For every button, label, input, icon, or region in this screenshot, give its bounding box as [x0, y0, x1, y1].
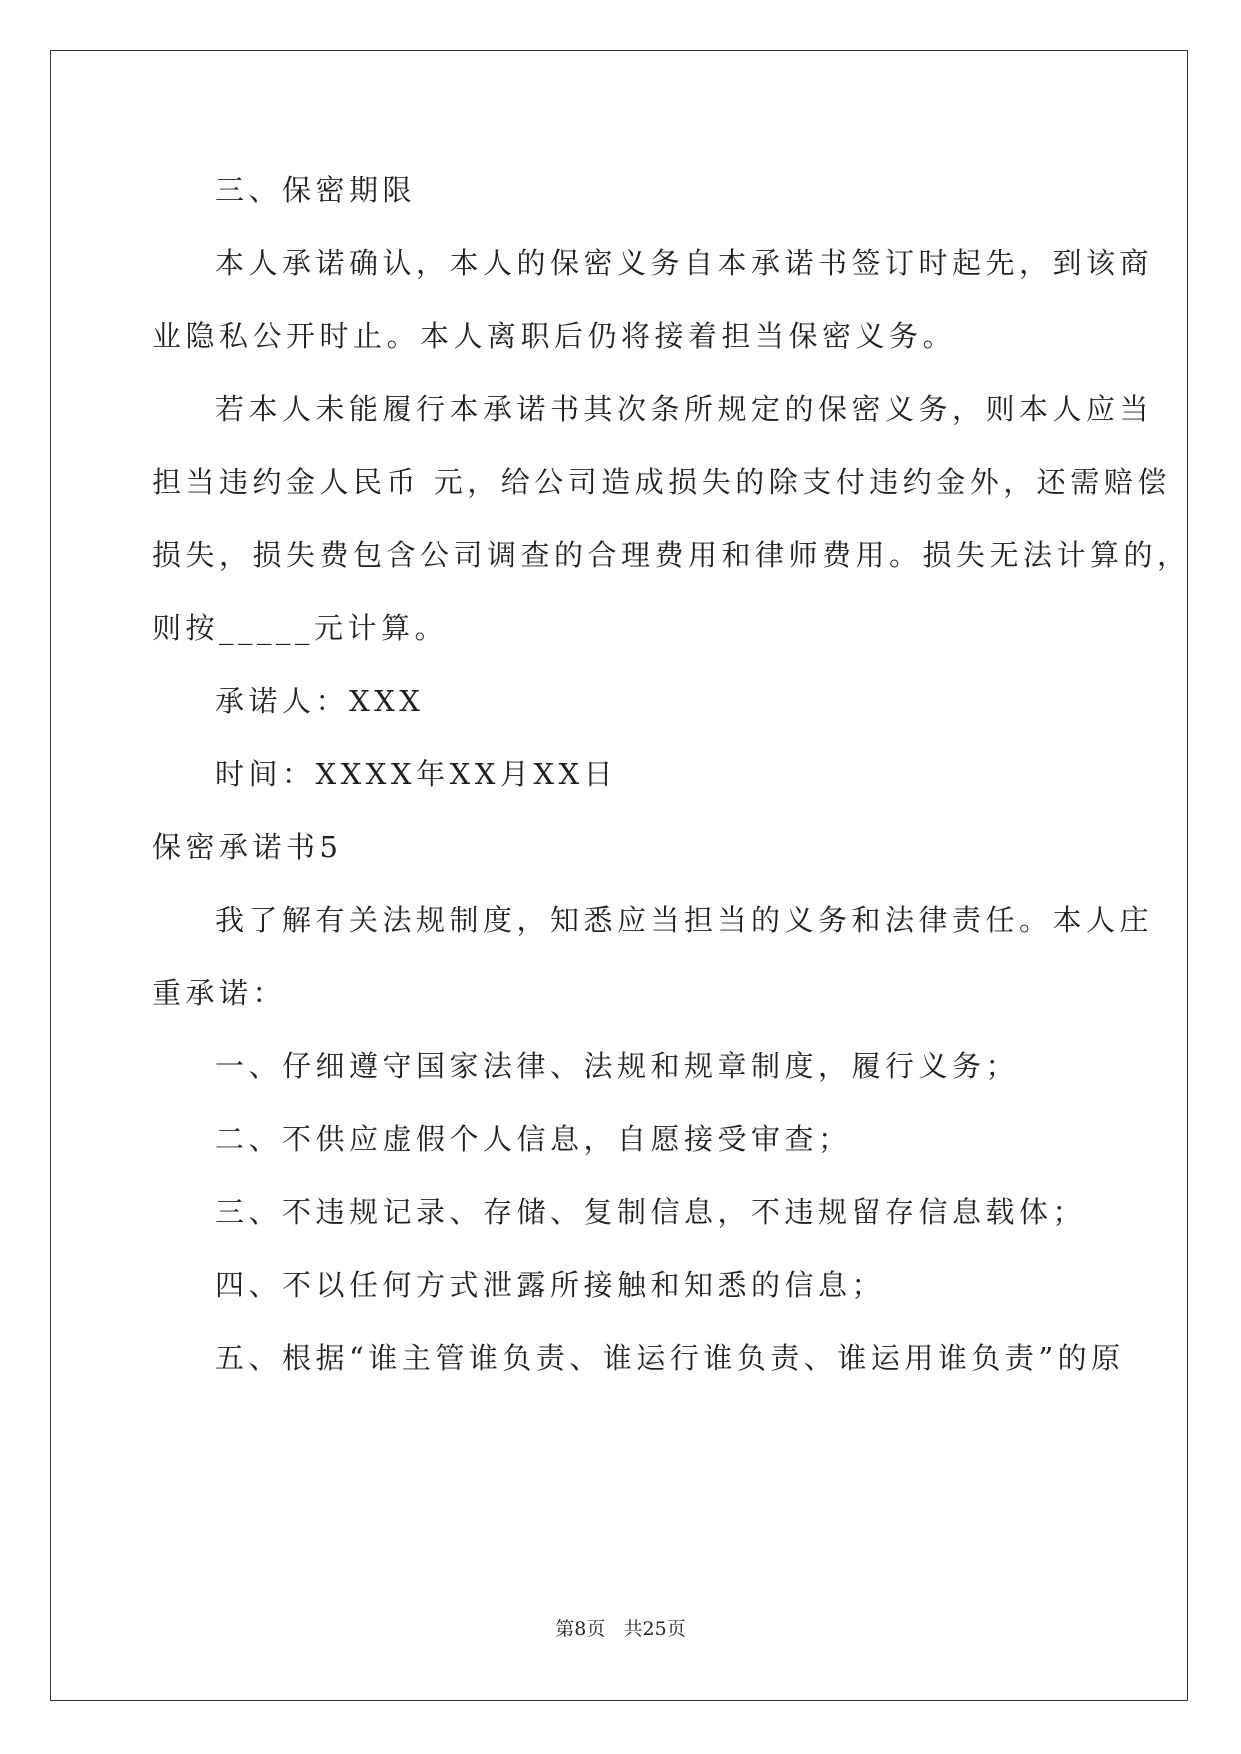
date-line: 时间：XXXX年XX月XX日 [215, 757, 618, 791]
page-footer [0, 1617, 1241, 1641]
list-item: 五、根据“谁主管谁负责、谁运行谁负责、谁运用谁负责”的原 [215, 1341, 1125, 1375]
list-item: 一、仔细遵守国家法律、法规和规章制度，履行义务； [215, 1049, 1020, 1083]
list-item: 三、不违规记录、存储、复制信息，不违规留存信息载体； [215, 1195, 1087, 1229]
paragraph-line: 重承诺： [152, 976, 287, 1010]
paragraph-line: 若本人未能履行本承诺书其次条所规定的保密义务，则本人应当 [215, 392, 1154, 426]
page-total: 共25页 [623, 1618, 686, 1640]
paragraph-line: 我了解有关法规制度，知悉应当担当的义务和法律责任。本人庄 [215, 903, 1154, 937]
paragraph-line: 业隐私公开时止。本人离职后仍将接着担当保密义务。 [152, 319, 957, 353]
list-item: 二、不供应虚假个人信息，自愿接受审查； [215, 1122, 852, 1156]
paragraph-line: 则按_____元计算。 [152, 611, 449, 645]
section-heading: 三、保密期限 [215, 173, 417, 207]
paragraph-line: 担当违约金人民币 元，给公司造成损失的除支付违约金外，还需赔偿 [152, 465, 1171, 499]
signatory-line: 承诺人：XXX [215, 684, 425, 718]
document-title: 保密承诺书5 [152, 830, 343, 864]
paragraph-line: 损失，损失费包含公司调查的合理费用和律师费用。损失无法计算的， [152, 538, 1191, 572]
page-frame [50, 50, 1188, 1701]
page-number: 第8页 [555, 1618, 606, 1640]
paragraph-line: 本人承诺确认，本人的保密义务自本承诺书签订时起先，到该商 [215, 246, 1154, 280]
list-item: 四、不以任何方式泄露所接触和知悉的信息； [215, 1268, 886, 1302]
